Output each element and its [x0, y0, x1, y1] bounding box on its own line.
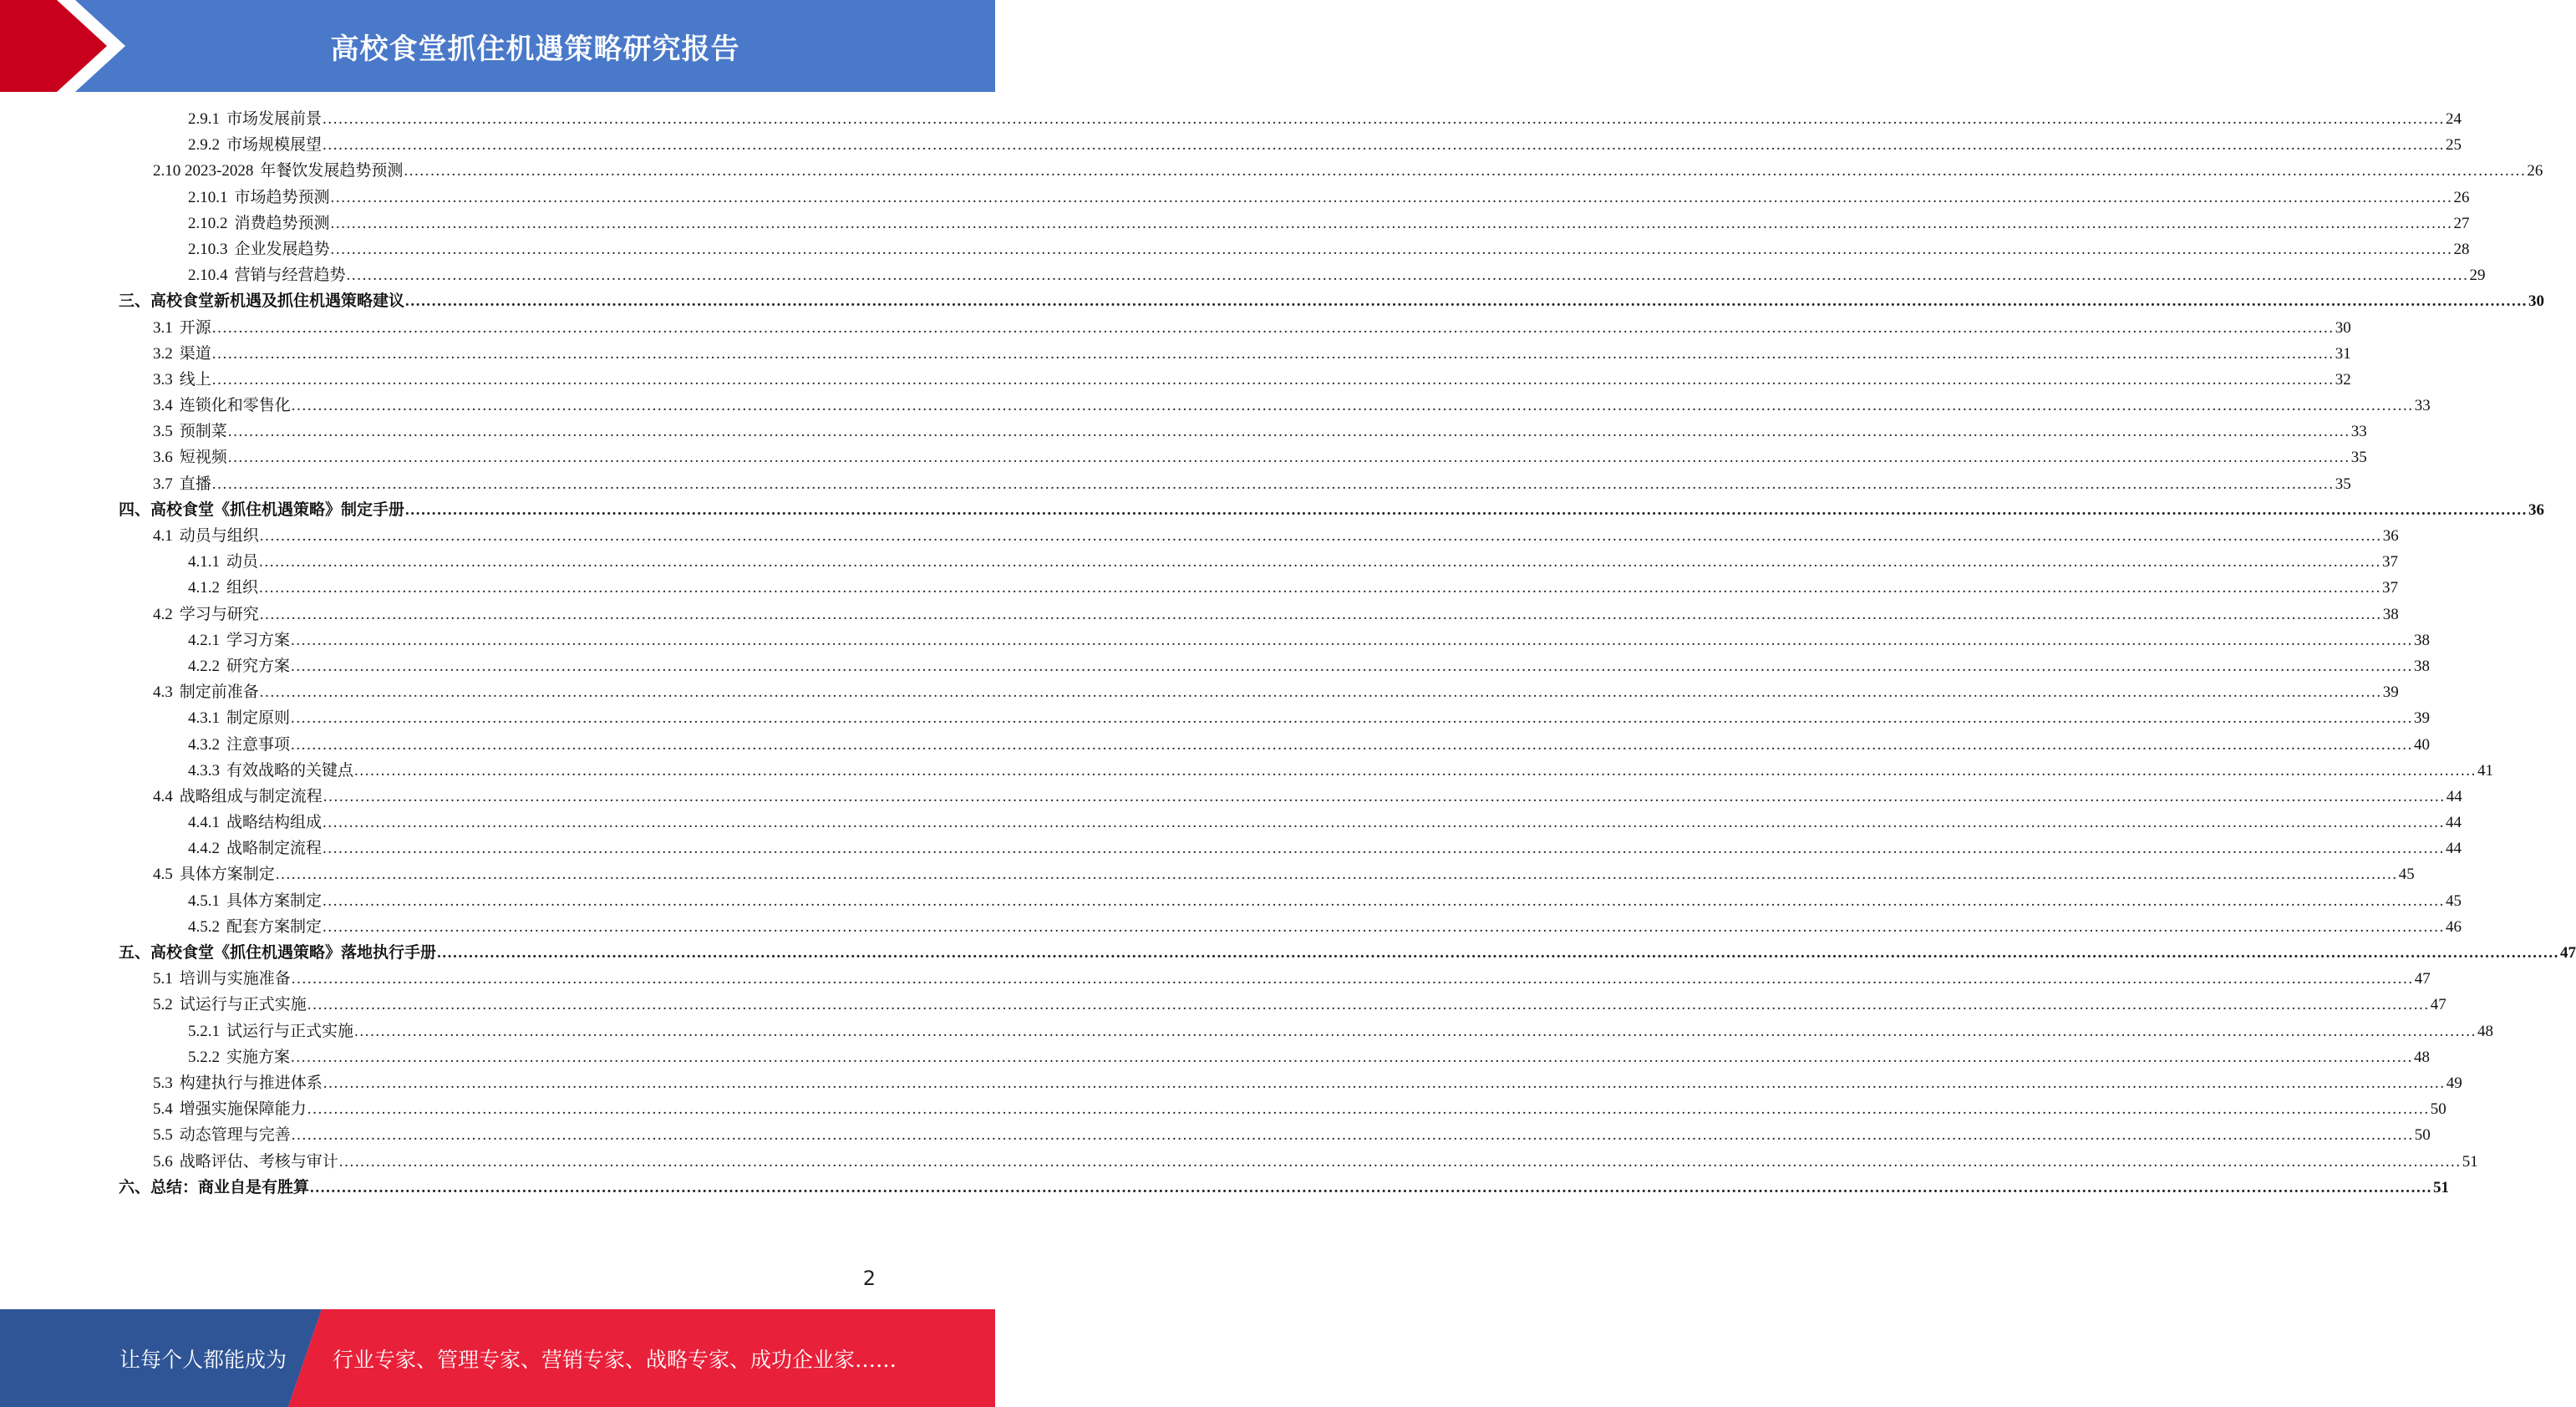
toc-entry-page: 48	[2414, 1048, 2431, 1066]
toc-dot-leader: ................................................................................................................................................................................................................................................................................................................................................................................................................	[323, 110, 2446, 128]
toc-entry-label	[153, 315, 211, 341]
toc-entry[interactable]	[0, 1044, 2431, 1070]
toc-entry-title: 制定前准备	[179, 683, 259, 702]
toc-entry-page: 26	[2527, 162, 2543, 180]
toc-entry-title: 线上	[179, 370, 211, 389]
toc-entry-label	[188, 653, 290, 679]
toc-entry-label	[119, 288, 404, 314]
toc-entry-page: 27	[2453, 214, 2470, 232]
toc-entry-number: 3.7	[153, 475, 173, 493]
toc-entry-label	[188, 888, 322, 914]
toc-entry-number: 3.6	[153, 449, 173, 467]
toc-entry-page: 51	[2433, 1178, 2450, 1196]
toc-entry-page: 47	[2560, 944, 2576, 962]
toc-dot-leader: ................................................................................................................................................................................................................................................................................................................................................................................................................	[405, 500, 2528, 519]
toc-entry-title: 渠道	[179, 344, 211, 363]
toc-entry[interactable]	[0, 211, 2470, 236]
toc-entry[interactable]	[0, 602, 2399, 627]
toc-entry-page: 46	[2446, 917, 2462, 936]
toc-entry-page: 35	[2350, 449, 2367, 467]
toc-entry-number: 3.1	[153, 318, 173, 337]
toc-entry-label	[153, 992, 307, 1018]
toc-dot-leader: ................................................................................................................................................................................................................................................................................................................................................................................................................	[354, 761, 2477, 780]
toc-entry-page: 31	[2335, 344, 2351, 363]
toc-entry[interactable]	[0, 1175, 2450, 1201]
toc-entry-label	[188, 185, 330, 211]
toc-entry-page: 25	[2446, 136, 2462, 155]
toc-entry[interactable]	[0, 158, 2543, 184]
toc-entry-label	[153, 784, 323, 810]
toc-entry-title: 研究方案	[226, 657, 291, 675]
toc-entry-page: 30	[2335, 318, 2351, 337]
toc-entry-label	[153, 367, 211, 393]
toc-entry-title: 营销与经营趋势	[234, 267, 346, 285]
toc-dot-leader: ................................................................................................................................................................................................................................................................................................................................................................................................................	[211, 344, 2335, 363]
toc-entry-title: 直播	[179, 475, 211, 493]
toc-dot-leader: ................................................................................................................................................................................................................................................................................................................................................................................................................	[291, 735, 2414, 754]
toc-dot-leader: ................................................................................................................................................................................................................................................................................................................................................................................................................	[354, 1022, 2477, 1040]
toc-entry[interactable]	[0, 575, 2399, 601]
toc-entry[interactable]	[0, 419, 2367, 444]
toc-entry[interactable]	[0, 732, 2431, 758]
toc-entry-number: 2.10.4	[188, 267, 228, 285]
toc-entry-page: 29	[2469, 267, 2486, 285]
toc-entry[interactable]	[0, 1018, 2494, 1044]
toc-entry[interactable]	[0, 288, 2545, 314]
toc-entry-label	[153, 679, 259, 705]
toc-entry-title: 高校食堂《抓住机遇策略》制定手册	[150, 500, 405, 519]
toc-entry-number: 4.2.2	[188, 657, 220, 675]
toc-entry-number: 2.10.1	[188, 188, 228, 206]
toc-entry[interactable]	[0, 940, 2576, 966]
toc-entry-label	[188, 106, 322, 132]
toc-entry-number: 5.6	[153, 1152, 173, 1171]
toc-entry[interactable]	[0, 758, 2494, 784]
toc-entry[interactable]	[0, 784, 2462, 810]
toc-entry-title: 战略制定流程	[226, 840, 323, 858]
toc-dot-leader: ................................................................................................................................................................................................................................................................................................................................................................................................................	[404, 162, 2527, 180]
toc-entry-label	[188, 262, 346, 288]
toc-entry-number: 3.2	[153, 344, 173, 363]
toc-entry[interactable]	[0, 185, 2470, 211]
footer-slogan-left: 让每个人都能成为	[119, 1347, 287, 1372]
toc-entry-page: 50	[2414, 1126, 2431, 1145]
toc-entry-page: 33	[2414, 397, 2431, 415]
toc-entry-title: 连锁化和零售化	[179, 397, 291, 415]
toc-entry-label	[153, 341, 211, 367]
toc-entry[interactable]	[0, 836, 2462, 861]
toc-entry-number: 5.2.1	[188, 1022, 220, 1040]
toc-entry-page: 39	[2414, 709, 2431, 728]
toc-dot-leader: ................................................................................................................................................................................................................................................................................................................................................................................................................	[211, 475, 2335, 493]
toc-entry-number: 4.1.2	[188, 579, 220, 597]
toc-entry-page: 49	[2446, 1074, 2462, 1092]
toc-dot-leader: ................................................................................................................................................................................................................................................................................................................................................................................................................	[338, 1152, 2462, 1171]
toc-entry-title: 动态管理与完善	[179, 1126, 291, 1145]
toc-entry-label	[153, 471, 211, 497]
toc-entry-number: 2.10 2023-2028	[153, 162, 254, 180]
toc-entry-title: 学习与研究	[179, 605, 259, 623]
toc-entry-title: 试运行与正式实施	[226, 1022, 354, 1040]
toc-entry-label	[119, 497, 404, 523]
toc-entry-title: 战略组成与制定流程	[179, 787, 323, 805]
toc-entry-title: 实施方案	[226, 1048, 291, 1066]
toc-entry-label	[188, 575, 258, 601]
toc-entry[interactable]	[0, 627, 2431, 653]
toc-entry-label	[153, 861, 275, 887]
toc-entry-number: 4.1.1	[188, 553, 220, 571]
toc-entry-label	[153, 602, 259, 627]
toc-entry-label	[188, 549, 258, 575]
toc-entry-number: 4.3.3	[188, 761, 220, 780]
toc-entry-title: 高校食堂《抓住机遇策略》落地执行手册	[150, 944, 437, 962]
toc-entry-number: 2.9.1	[188, 110, 220, 128]
toc-entry-label	[153, 523, 259, 549]
toc-dot-leader: ................................................................................................................................................................................................................................................................................................................................................................................................................	[330, 214, 2453, 232]
toc-entry-title: 消费趋势预测	[234, 214, 330, 232]
toc-entry-title: 高校食堂新机遇及抓住机遇策略建议	[150, 292, 405, 311]
toc-entry-title: 总结：商业自是有胜算	[150, 1178, 310, 1196]
toc-entry-number: 四、	[119, 500, 151, 519]
footer-banner	[0, 1309, 995, 1407]
toc-entry-page: 37	[2382, 553, 2399, 571]
toc-entry-number: 5.1	[153, 970, 173, 988]
toc-entry-page: 39	[2382, 683, 2399, 702]
toc-entry[interactable]	[0, 679, 2399, 705]
toc-entry-label	[188, 836, 322, 861]
toc-entry[interactable]	[0, 549, 2399, 575]
toc-entry-page: 30	[2528, 292, 2545, 311]
toc-entry[interactable]	[0, 471, 2351, 497]
toc-entry-page: 24	[2446, 110, 2462, 128]
toc-dot-leader: ................................................................................................................................................................................................................................................................................................................................................................................................................	[211, 318, 2335, 337]
toc-entry-page: 45	[2398, 866, 2415, 884]
toc-entry-page: 41	[2477, 761, 2494, 780]
toc-dot-leader: ................................................................................................................................................................................................................................................................................................................................................................................................................	[259, 553, 2382, 571]
toc-dot-leader: ................................................................................................................................................................................................................................................................................................................................................................................................................	[323, 1074, 2446, 1092]
toc-entry-label	[153, 966, 291, 992]
toc-entry-label	[153, 1096, 307, 1122]
toc-dot-leader: ................................................................................................................................................................................................................................................................................................................................................................................................................	[275, 866, 2398, 884]
toc-dot-leader: ................................................................................................................................................................................................................................................................................................................................................................................................................	[259, 683, 2382, 702]
toc-entry-title: 增强实施保障能力	[179, 1100, 307, 1119]
toc-entry-number: 五、	[119, 944, 151, 962]
toc-entry[interactable]	[0, 1122, 2431, 1148]
toc-entry-page: 32	[2335, 370, 2351, 389]
toc-entry[interactable]	[0, 888, 2462, 914]
toc-entry-page: 26	[2453, 188, 2470, 206]
toc-entry-number: 4.4.1	[188, 814, 220, 832]
toc-dot-leader: ................................................................................................................................................................................................................................................................................................................................................................................................................	[291, 1048, 2414, 1066]
toc-entry[interactable]	[0, 861, 2415, 887]
toc-entry[interactable]	[0, 523, 2399, 549]
toc-entry-label	[188, 914, 322, 940]
toc-entry-page: 33	[2350, 423, 2367, 441]
toc-entry[interactable]	[0, 444, 2367, 470]
report-title: 高校食堂抓住机遇策略研究报告	[330, 32, 740, 66]
toc-entry-title: 具体方案制定	[179, 866, 275, 884]
toc-entry-label	[153, 1122, 291, 1148]
toc-entry-number: 4.4	[153, 787, 173, 805]
toc-entry-label	[153, 1070, 323, 1096]
toc-entry-number: 4.3	[153, 683, 173, 702]
toc-entry-number: 5.3	[153, 1074, 173, 1092]
toc-entry-number: 4.4.2	[188, 840, 220, 858]
toc-dot-leader: ................................................................................................................................................................................................................................................................................................................................................................................................................	[323, 891, 2446, 910]
toc-entry-title: 企业发展趋势	[234, 240, 330, 258]
toc-entry-label	[119, 1175, 309, 1201]
toc-entry-title: 开源	[179, 318, 211, 337]
toc-entry-number: 5.5	[153, 1126, 173, 1145]
toc-dot-leader: ................................................................................................................................................................................................................................................................................................................................................................................................................	[307, 996, 2430, 1014]
toc-entry-label	[153, 158, 403, 184]
toc-entry-label	[188, 132, 322, 158]
toc-entry-number: 2.9.2	[188, 136, 220, 155]
toc-entry-title: 年餐饮发展趋势预测	[260, 162, 404, 180]
toc-entry[interactable]	[0, 1096, 2446, 1122]
toc-entry-number: 3.3	[153, 370, 173, 389]
toc-dot-leader: ................................................................................................................................................................................................................................................................................................................................................................................................................	[227, 423, 2350, 441]
toc-entry[interactable]	[0, 341, 2351, 367]
footer-slogan-right: 行业专家、管理专家、营销专家、战略专家、成功企业家……	[333, 1347, 897, 1372]
toc-entry[interactable]	[0, 497, 2545, 523]
toc-entry-number: 4.2.1	[188, 631, 220, 649]
toc-entry-label	[153, 393, 291, 419]
toc-entry-label	[153, 1149, 338, 1175]
toc-entry-page: 45	[2446, 891, 2462, 910]
toc-entry[interactable]	[0, 992, 2446, 1018]
toc-dot-leader: ................................................................................................................................................................................................................................................................................................................................................................................................................	[291, 397, 2414, 415]
toc-dot-leader: ................................................................................................................................................................................................................................................................................................................................................................................................................	[291, 657, 2414, 675]
toc-dot-leader: ................................................................................................................................................................................................................................................................................................................................................................................................................	[323, 840, 2446, 858]
toc-entry-page: 28	[2453, 240, 2470, 258]
toc-entry-label	[188, 732, 290, 758]
toc-entry-title: 学习方案	[226, 631, 291, 649]
toc-entry-label	[188, 810, 322, 836]
toc-dot-leader: ................................................................................................................................................................................................................................................................................................................................................................................................................	[330, 188, 2453, 206]
toc-entry-label	[153, 444, 227, 470]
page-number: 2	[862, 1267, 876, 1290]
toc-dot-leader: ................................................................................................................................................................................................................................................................................................................................................................................................................	[291, 631, 2414, 649]
toc-entry-label	[188, 758, 353, 784]
toc-entry-page: 50	[2430, 1100, 2446, 1119]
toc-entry[interactable]	[0, 106, 2462, 132]
toc-entry-number: 4.5.1	[188, 891, 220, 910]
toc-entry-title: 战略结构组成	[226, 814, 323, 832]
toc-dot-leader: ................................................................................................................................................................................................................................................................................................................................................................................................................	[323, 787, 2446, 805]
toc-entry-page: 51	[2462, 1152, 2478, 1171]
toc-entry-number: 六、	[119, 1178, 151, 1196]
toc-entry-number: 4.3.1	[188, 709, 220, 728]
toc-entry[interactable]	[0, 1070, 2462, 1096]
toc-entry-page: 47	[2414, 970, 2431, 988]
toc-entry-page: 38	[2414, 657, 2431, 675]
table-of-contents	[0, 106, 2576, 1201]
toc-entry[interactable]	[0, 393, 2431, 419]
toc-entry-number: 5.2	[153, 996, 173, 1014]
toc-entry-number: 2.10.3	[188, 240, 228, 258]
toc-entry[interactable]	[0, 914, 2462, 940]
toc-entry-label	[188, 211, 330, 236]
toc-entry-title: 有效战略的关键点	[226, 761, 354, 780]
toc-entry-page: 47	[2430, 996, 2446, 1014]
toc-dot-leader: ................................................................................................................................................................................................................................................................................................................................................................................................................	[291, 970, 2414, 988]
toc-entry-page: 40	[2414, 735, 2431, 754]
toc-entry-number: 5.2.2	[188, 1048, 220, 1066]
toc-entry[interactable]	[0, 653, 2431, 679]
toc-entry-page: 38	[2382, 605, 2399, 623]
toc-dot-leader: ................................................................................................................................................................................................................................................................................................................................................................................................................	[330, 240, 2453, 258]
toc-entry-page: 35	[2335, 475, 2351, 493]
toc-entry-title: 短视频	[179, 449, 227, 467]
toc-entry-page: 44	[2446, 840, 2462, 858]
toc-entry-title: 动员与组织	[179, 527, 259, 545]
toc-entry-page: 36	[2528, 500, 2545, 519]
toc-entry-number: 4.5	[153, 866, 173, 884]
toc-dot-leader: ................................................................................................................................................................................................................................................................................................................................................................................................................	[259, 527, 2382, 545]
toc-entry-page: 48	[2477, 1022, 2494, 1040]
toc-entry-number: 三、	[119, 292, 151, 311]
toc-entry-number: 4.3.2	[188, 735, 220, 754]
toc-entry-title: 战略评估、考核与审计	[179, 1152, 338, 1171]
toc-entry-number: 4.1	[153, 527, 173, 545]
toc-entry-title: 注意事项	[226, 735, 291, 754]
toc-entry-title: 试运行与正式实施	[179, 996, 307, 1014]
toc-entry-number: 3.4	[153, 397, 173, 415]
toc-entry[interactable]	[0, 810, 2462, 836]
toc-dot-leader: ................................................................................................................................................................................................................................................................................................................................................................................................................	[291, 1126, 2414, 1145]
toc-entry-title: 组织	[226, 579, 259, 597]
toc-entry-label	[188, 1018, 353, 1044]
toc-entry-number: 4.2	[153, 605, 173, 623]
toc-entry[interactable]	[0, 315, 2351, 341]
toc-entry[interactable]	[0, 705, 2431, 731]
toc-entry-page: 37	[2382, 579, 2399, 597]
toc-dot-leader: ................................................................................................................................................................................................................................................................................................................................................................................................................	[291, 709, 2414, 728]
toc-entry-number: 5.4	[153, 1100, 173, 1119]
toc-entry-page: 36	[2382, 527, 2399, 545]
toc-entry[interactable]	[0, 966, 2431, 992]
toc-entry-title: 培训与实施准备	[179, 970, 291, 988]
toc-entry-title: 市场规模展望	[226, 136, 323, 155]
toc-dot-leader: ................................................................................................................................................................................................................................................................................................................................................................................................................	[323, 814, 2446, 832]
toc-entry-title: 具体方案制定	[226, 891, 323, 910]
toc-entry-title: 配套方案制定	[226, 917, 323, 936]
toc-entry-title: 制定原则	[226, 709, 291, 728]
toc-dot-leader: ................................................................................................................................................................................................................................................................................................................................................................................................................	[437, 944, 2560, 962]
toc-entry-page: 44	[2446, 787, 2462, 805]
toc-entry-title: 动员	[226, 553, 259, 571]
toc-dot-leader: ................................................................................................................................................................................................................................................................................................................................................................................................................	[323, 917, 2446, 936]
toc-entry[interactable]	[0, 1149, 2478, 1175]
toc-entry-number: 2.10.2	[188, 214, 228, 232]
toc-dot-leader: ................................................................................................................................................................................................................................................................................................................................................................................................................	[227, 449, 2350, 467]
toc-entry[interactable]	[0, 262, 2486, 288]
toc-entry-title: 预制菜	[179, 423, 227, 441]
toc-entry-title: 构建执行与推进体系	[179, 1074, 323, 1092]
toc-dot-leader: ................................................................................................................................................................................................................................................................................................................................................................................................................	[259, 579, 2382, 597]
toc-entry-page: 44	[2446, 814, 2462, 832]
toc-dot-leader: ................................................................................................................................................................................................................................................................................................................................................................................................................	[307, 1100, 2430, 1119]
toc-entry-label	[153, 419, 227, 444]
toc-entry-label	[188, 236, 330, 262]
toc-entry-page: 38	[2414, 631, 2431, 649]
toc-dot-leader: ................................................................................................................................................................................................................................................................................................................................................................................................................	[211, 370, 2335, 389]
toc-entry-label	[188, 1044, 290, 1070]
toc-dot-leader: ................................................................................................................................................................................................................................................................................................................................................................................................................	[346, 267, 2469, 285]
toc-dot-leader: ................................................................................................................................................................................................................................................................................................................................................................................................................	[259, 605, 2382, 623]
toc-entry[interactable]	[0, 236, 2470, 262]
toc-dot-leader: ................................................................................................................................................................................................................................................................................................................................................................................................................	[310, 1178, 2433, 1196]
toc-entry-label	[188, 705, 290, 731]
toc-entry-number: 3.5	[153, 423, 173, 441]
toc-entry[interactable]	[0, 367, 2351, 393]
toc-entry-label	[188, 627, 290, 653]
toc-dot-leader: ................................................................................................................................................................................................................................................................................................................................................................................................................	[323, 136, 2446, 155]
toc-entry-title: 市场发展前景	[226, 110, 323, 128]
toc-entry-number: 4.5.2	[188, 917, 220, 936]
toc-dot-leader: ................................................................................................................................................................................................................................................................................................................................................................................................................	[405, 292, 2528, 311]
toc-entry[interactable]	[0, 132, 2462, 158]
toc-entry-label	[119, 940, 436, 966]
header-banner	[0, 0, 995, 92]
toc-entry-title: 市场趋势预测	[234, 188, 330, 206]
